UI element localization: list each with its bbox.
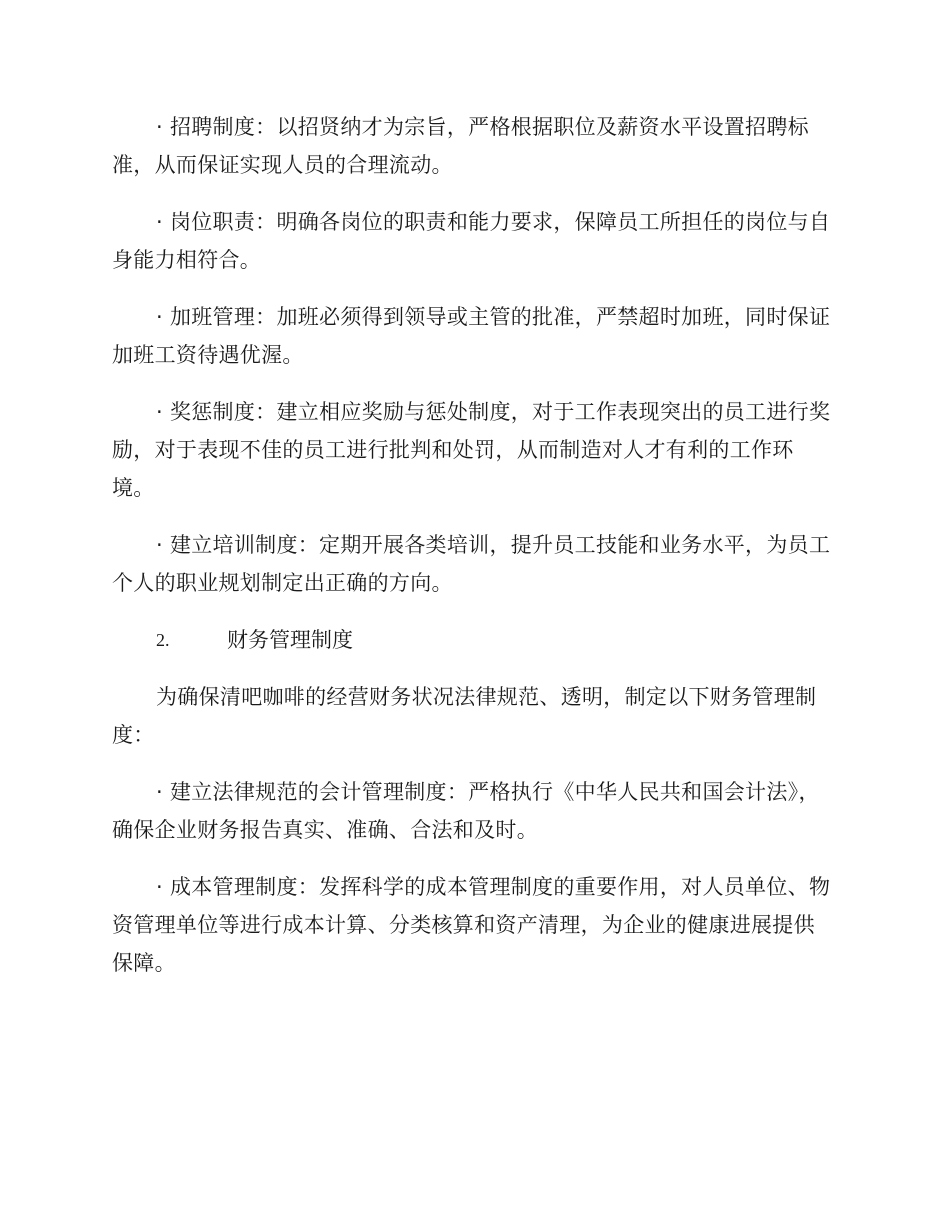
paragraph-job-duties: · 岗位职责：明确各岗位的职责和能力要求，保障员工所担任的岗位与自身能力相符合。 — [112, 210, 831, 272]
section-heading — [112, 621, 832, 659]
paragraph-training: · 建立培训制度：定期开展各类培训，提升员工技能和业务水平，为员工个人的职业规划制定出正确的方向。 — [112, 533, 831, 595]
paragraph-overtime: · 加班管理：加班必须得到领导或主管的批准，严禁超时加班，同时保证加班工资待遇优渥。 — [112, 305, 831, 367]
paragraph-recruitment: · 招聘制度：以招贤纳才为宗旨，严格根据职位及薪资水平设置招聘标准，从而保证实现人员的合理流动。 — [112, 115, 809, 177]
paragraph-rewards-penalties: · 奖惩制度：建立相应奖励与惩处制度，对于工作表现突出的员工进行奖励，对于表现不佳的员工进行批判和处罚，从而制造对人才有利的工作环境。 — [112, 400, 831, 500]
document-page — [112, 108, 832, 1001]
section-title: 财务管理制度 — [227, 628, 353, 652]
paragraph-finance-intro: 为确保清吧咖啡的经营财务状况法律规范、透明，制定以下财务管理制度： — [112, 685, 817, 747]
paragraph-cost-management: · 成本管理制度：发挥科学的成本管理制度的重要作用，对人员单位、物资管理单位等进行成本计算、分类核算和资产清理，为企业的健康进展提供保障。 — [112, 875, 831, 975]
section-number: 2. — [156, 630, 170, 650]
paragraph-accounting: · 建立法律规范的会计管理制度：严格执行《中华人民共和国会计法》，确保企业财务报告真实、准确、合法和及时。 — [112, 780, 820, 842]
